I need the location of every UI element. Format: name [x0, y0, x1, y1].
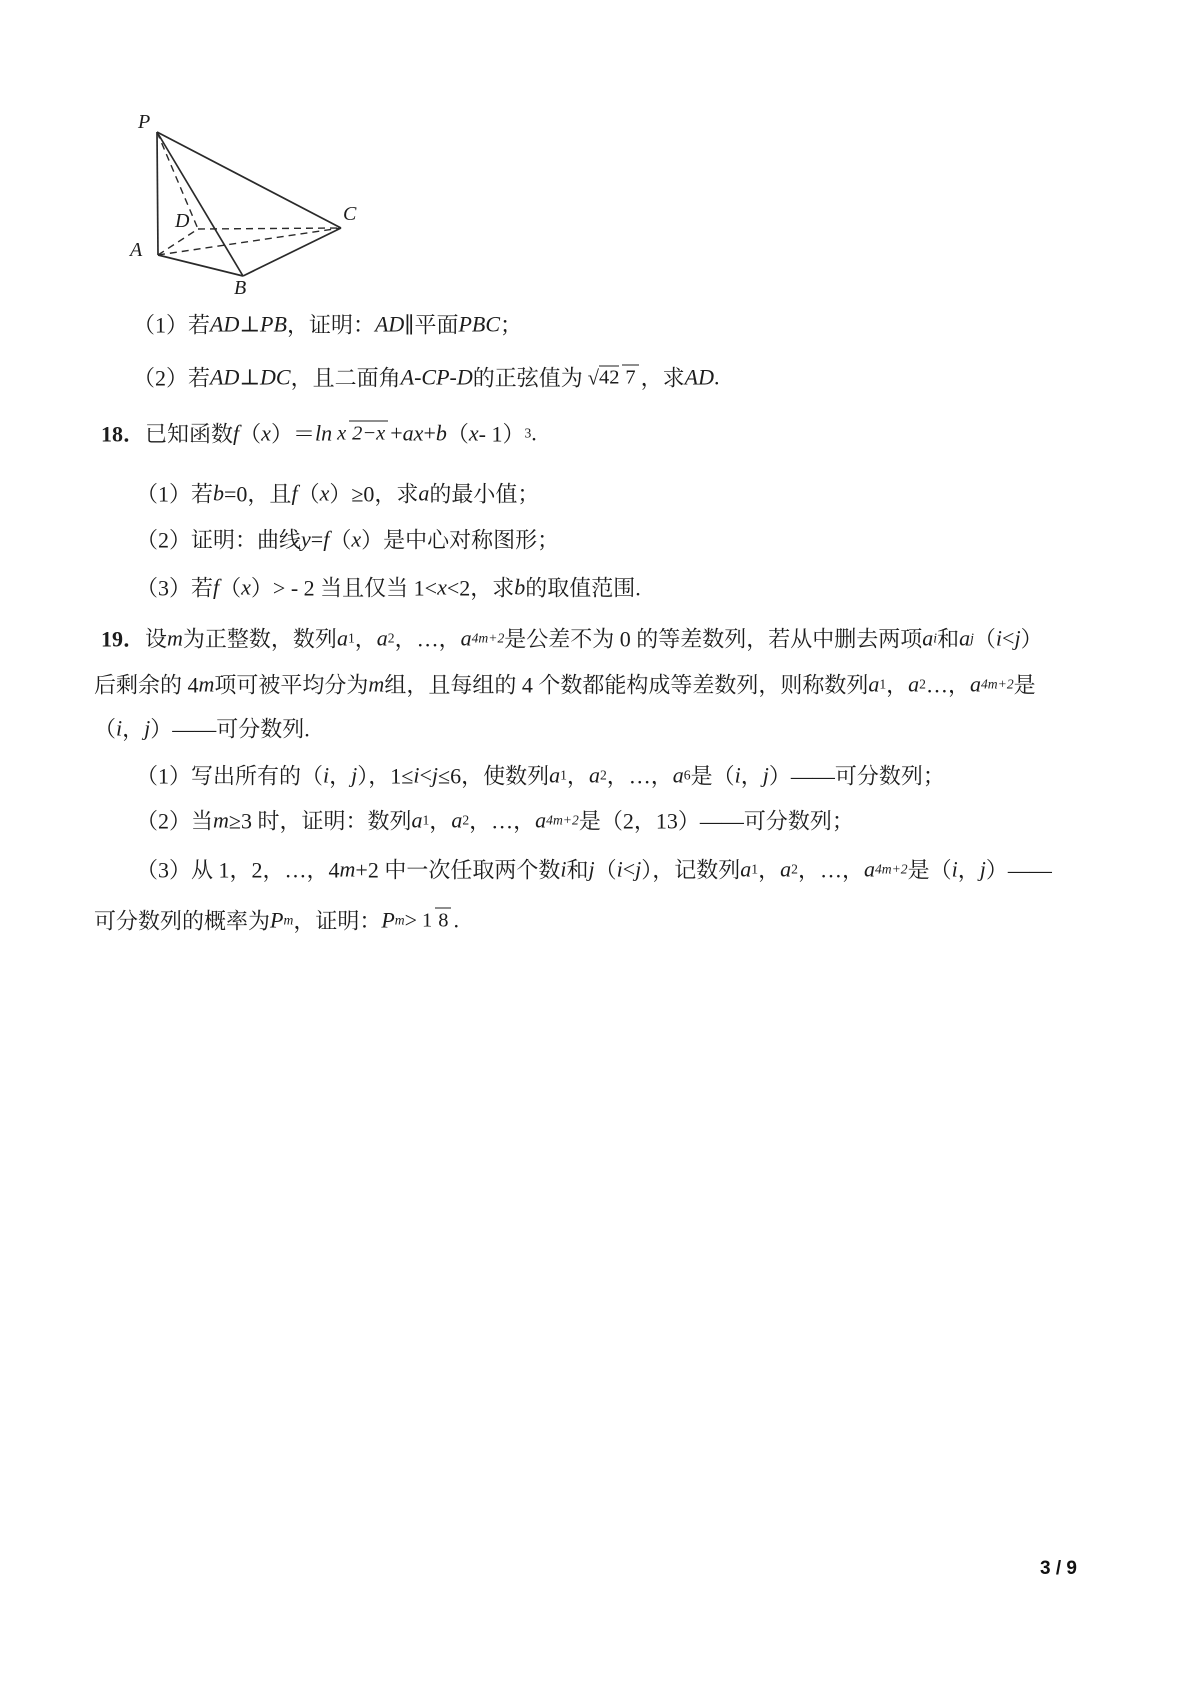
page-number: 3 / 9 [1040, 1558, 1077, 1579]
math-variable: i [323, 762, 330, 787]
text-run: <2，求 [446, 575, 515, 601]
math-variable: f [291, 480, 298, 505]
text-run: ）≥0，求 [329, 481, 419, 507]
text-run: 已知函数 [145, 421, 234, 447]
math-variable: x [319, 480, 330, 505]
math-variable: PB [260, 311, 287, 336]
math-variable: i [560, 856, 567, 881]
text-run: 是（ [907, 857, 952, 883]
math-variable: j [351, 762, 358, 787]
text-run: ， [329, 763, 352, 789]
text-run: - [414, 364, 422, 389]
math-variable: x [468, 420, 479, 445]
text-run: < [1002, 625, 1015, 650]
math-variable: f [213, 574, 220, 599]
text-run: （ [219, 575, 242, 601]
text-run: ， [354, 626, 377, 652]
text-run: ）——可分数列. [150, 716, 310, 742]
math-variable: CP [421, 364, 450, 389]
edge-AD-dashed [158, 229, 198, 255]
text-run: （1）若 [136, 481, 214, 507]
text-run: 项可被平均分为 [214, 672, 369, 698]
text-run: （ [239, 421, 262, 447]
text-run: + [390, 420, 403, 445]
math-variable: AD [210, 311, 240, 336]
text-run: = [310, 526, 324, 551]
math-variable: D [456, 364, 473, 389]
text-run: - 1） [478, 421, 525, 447]
text-run: ）是中心对称图形； [361, 527, 560, 553]
math-variable: m [213, 807, 229, 832]
math-variable: b [435, 420, 447, 445]
math-variable: P [270, 907, 284, 932]
math-variable: a [336, 625, 348, 650]
math-variable: AD [374, 311, 405, 336]
text-run: （2）若 [133, 365, 211, 391]
math-variable: b [213, 480, 225, 505]
math-variable: m [368, 671, 385, 696]
text-run: ）> - 2 当且仅当 1< [250, 575, 438, 601]
q17-item-2 [133, 362, 719, 393]
text-run: < [622, 856, 636, 881]
text-run: 是（ [690, 763, 735, 789]
text-run: （ [94, 716, 117, 742]
math-variable: ax [402, 420, 424, 445]
text-run: ， [886, 672, 909, 698]
q19-heading-line-3 [94, 713, 310, 744]
tetrahedron-svg [110, 100, 380, 300]
math-variable: a [740, 856, 752, 881]
text-run: . [713, 364, 720, 389]
text-run: （2）当 [136, 808, 214, 834]
text-run: 设 [145, 626, 168, 652]
text-run: ，…， [394, 626, 461, 652]
text-run: 的取值范围. [525, 575, 641, 601]
math-variable: A [400, 364, 415, 389]
text-run: 18． [101, 421, 146, 447]
text-run: . [531, 420, 537, 445]
math-variable: f [323, 526, 330, 551]
text-run: 可分数列的概率为 [94, 908, 271, 934]
math-variable: m [167, 625, 183, 650]
math-variable: AD [210, 364, 240, 389]
text-run: （ [446, 421, 469, 447]
text-run: ∥平面 [404, 312, 459, 338]
text-run: ≤6，使数列 [438, 763, 550, 789]
math-variable: a [959, 625, 971, 650]
q18-item-1 [136, 478, 539, 509]
text-run: ≥3 时，证明：数列 [228, 808, 412, 834]
math-fraction: x 2−x [334, 420, 388, 445]
math-variable: i [616, 856, 623, 881]
math-variable: a [908, 671, 920, 696]
text-run: 的正弦值为 [472, 365, 583, 391]
text-run: +2 中一次任取两个数 [355, 857, 561, 883]
text-run: ，…， [797, 857, 864, 883]
text-run: （1）若 [133, 312, 211, 338]
text-run: ， [566, 763, 589, 789]
math-variable: a [418, 480, 430, 505]
math-variable: AD [684, 364, 714, 389]
text-run: ）——可分数列； [768, 763, 945, 789]
math-variable: j [762, 762, 769, 787]
text-run: ），1≤ [357, 763, 414, 789]
vertex-label-P: P [138, 111, 151, 133]
math-variable: PBC [458, 311, 501, 336]
math-variable: a [868, 671, 880, 696]
edge-DC-dashed [198, 228, 341, 229]
math-variable: a [549, 762, 561, 787]
q17-item-1 [133, 309, 522, 340]
q19-item-2: （2）当 m ≥3 时，证明：数列 a 1 ， a 2 ，…， a 4m+2 是（2，13）——可分数列； [136, 805, 854, 836]
text-run: 是公差不为 0 的等差数列，若从中删去两项 [504, 626, 923, 652]
vertex-label-A: A [130, 239, 143, 261]
math-variable: a [780, 856, 792, 881]
text-run: =0，且 [224, 481, 292, 507]
text-run: （ [297, 481, 320, 507]
text-run: ，…， [606, 763, 673, 789]
math-variable: a [376, 625, 388, 650]
text-run: （ [973, 626, 996, 652]
text-run: ，证明： [286, 312, 375, 338]
text-run: ； [500, 312, 523, 338]
text-run: ， [122, 716, 145, 742]
math-variable: i [951, 856, 958, 881]
text-run: ，…， [469, 808, 536, 834]
math-variable: j [144, 715, 151, 740]
math-variable: x [437, 574, 447, 599]
text-run: < [419, 762, 432, 787]
text-run: …， [925, 672, 970, 698]
text-run: 的最小值； [429, 481, 540, 507]
q18-item-3 [136, 572, 641, 603]
text-run: （2）证明：曲线 [136, 527, 302, 553]
math-variable: f [233, 420, 240, 445]
text-run: ， [429, 808, 452, 834]
text-run: （1）写出所有的（ [136, 763, 324, 789]
text-run: （ [329, 527, 352, 553]
math-variable: a [460, 625, 472, 650]
math-variable: a [672, 762, 684, 787]
text-run: - [449, 364, 457, 389]
math-variable: m [198, 671, 215, 696]
tetrahedron-figure [110, 100, 380, 300]
text-run: （3）若 [136, 575, 214, 601]
math-variable: j [1014, 625, 1021, 650]
math-variable: i [413, 762, 420, 787]
text-run: ，且二面角 [290, 365, 401, 391]
math-variable: j [635, 856, 642, 881]
math-variable: a [451, 807, 463, 832]
text-run: . [453, 907, 459, 932]
q19-item-3: （3）从 1，2，…，4 m +2 中一次任取两个数 i 和 j （ i < j ），记数列 a 1 ， a 2 ，…， a 4m+2 是（ i ， j ）—— [136, 854, 1052, 885]
math-variable: a [588, 762, 600, 787]
text-run: ， [957, 857, 980, 883]
math-variable: x [261, 420, 271, 445]
text-run: 组，且每组的 4 个数都能构成等差数列，则称数列 [384, 672, 869, 698]
q18-item-2 [136, 524, 559, 555]
edge-AB [158, 255, 243, 276]
text-run: ，证明： [293, 908, 382, 934]
text-run: ） [1020, 626, 1043, 652]
text-run: （3）从 1，2，…，4 [136, 857, 340, 883]
q19-item-3-continuation: 可分数列的概率为 P m ，证明： P m > 1 8 . [94, 905, 459, 936]
vertex-label-B: B [234, 277, 247, 299]
text-run: 是 [1013, 672, 1036, 698]
vertex-label-D: D [175, 210, 190, 232]
text-run: ）＝ [270, 421, 315, 447]
text-run: ）—— [985, 857, 1052, 883]
edge-PA [157, 132, 158, 255]
math-variable: m [339, 856, 356, 881]
q19-item-1: （1）写出所有的（ i ， j ），1≤ i < j ≤6，使数列 a 1 ， a 2 ，…， a 6 是（ i ， j ）——可分数列； [136, 760, 945, 791]
text-run: 为正整数，数列 [182, 626, 337, 652]
math-variable: a [863, 856, 875, 881]
math-variable: x [241, 574, 251, 599]
text-run: + [423, 420, 436, 445]
text-run: 是（2，13）——可分数列； [578, 808, 854, 834]
math-variable: ln [314, 420, 333, 445]
math-variable: y [301, 526, 311, 551]
math-variable: i [995, 625, 1003, 650]
math-variable: j [588, 856, 595, 881]
q19-heading-line-1: 19． 设 m 为正整数，数列 a 1 ， a 2 ，…， a 4m+2 是公差不为 0 的等差数列，若从中删去两项 a i 和 a j （ i < j ） [101, 623, 1043, 654]
math-variable: DC [260, 364, 291, 389]
text-run: ⊥ [239, 364, 261, 389]
text-run: 后剩余的 4 [94, 672, 199, 698]
math-variable: P [381, 907, 395, 932]
math-variable: b [514, 574, 526, 599]
math-variable: a [922, 625, 934, 650]
math-variable: i [116, 715, 123, 740]
text-run: ⊥ [239, 311, 261, 336]
text-run: ），记数列 [641, 857, 741, 883]
math-variable: x [351, 526, 362, 551]
q18-heading: 18． 已知函数 f （ x ）＝ ln x 2−x + ax + b （ x - 1） 3 . [101, 418, 537, 449]
text-run: ， [740, 763, 763, 789]
text-run: > [404, 907, 418, 932]
math-fraction: 1 8 [419, 907, 451, 932]
text-run: （ [594, 857, 617, 883]
math-variable: j [431, 762, 439, 787]
math-variable: a [969, 671, 981, 696]
vertex-label-C: C [343, 203, 357, 225]
math-variable: j [979, 856, 986, 881]
math-variable: a [535, 807, 547, 832]
math-variable: i [734, 762, 741, 787]
text-run: ， [758, 857, 781, 883]
text-run: ，求 [640, 365, 685, 391]
q19-heading-line-2: 后剩余的 4 m 项可被平均分为 m 组，且每组的 4 个数都能构成等差数列，则称数列 a 1 ， a 2 …， a 4m+2 是 [94, 669, 1036, 700]
text-run: 19． [101, 626, 146, 652]
text-run: 和 [566, 857, 589, 883]
math-fraction: √ 42 7 [585, 364, 639, 389]
math-variable: a [411, 807, 423, 832]
text-run: 和 [937, 626, 960, 652]
